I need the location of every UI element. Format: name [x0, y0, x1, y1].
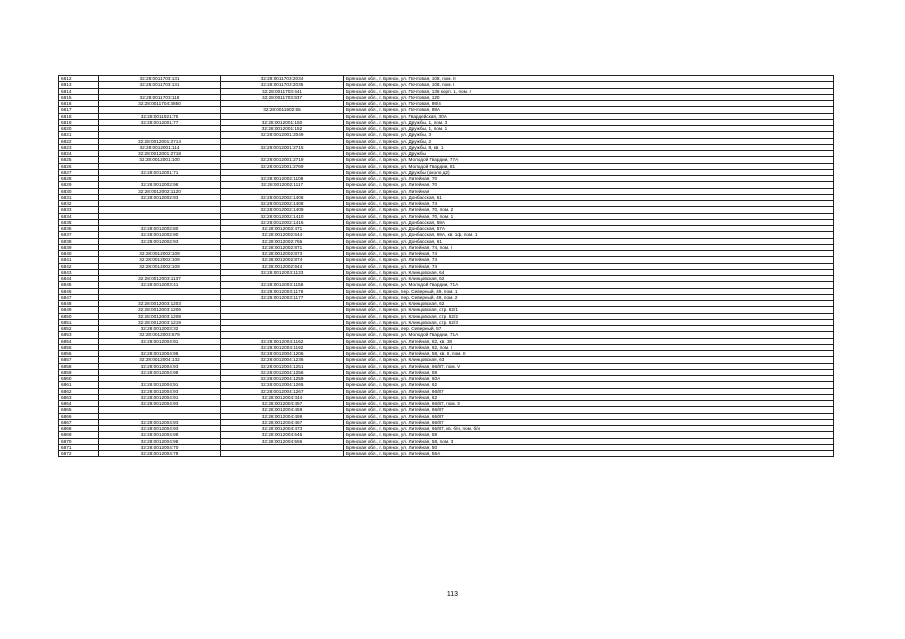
- address-cell: Брянская обл., г. Брянск, ул. Дружбы: [344, 151, 834, 157]
- land-cadastral-number-cell: 32:28:0012002:93: [99, 194, 221, 200]
- address-cell: Брянская обл., г. Брянск, ул. Литейная, 50: [344, 444, 834, 450]
- address-cell: Брянская обл., г. Брянск, ул. Литейная: [344, 188, 834, 194]
- building-cadastral-number-cell: 32:28:0012004:458: [221, 407, 344, 413]
- row-number-cell: 6847: [59, 294, 99, 300]
- row-number-cell: 6845: [59, 282, 99, 288]
- land-cadastral-number-cell: 32:28:0012004:93: [99, 388, 221, 394]
- address-cell: Брянская обл., г. Брянск, ул. Донбасская, 59А: [344, 219, 834, 225]
- building-cadastral-number-cell: 32:28:0012002:1416: [221, 219, 344, 225]
- row-number-cell: 6858: [59, 363, 99, 369]
- land-cadastral-number-cell: 32:28:0012002:98: [99, 182, 221, 188]
- address-cell: Брянская обл., г. Брянск, ул. Литейная, 66/87, пом. V: [344, 363, 834, 369]
- land-cadastral-number-cell: 32:28:0012004:98: [99, 369, 221, 375]
- building-cadastral-number-cell: 32:28:0012002:1108: [221, 176, 344, 182]
- row-number-cell: 6872: [59, 451, 99, 457]
- address-cell: Брянская обл., г. Брянск, ул. Литейная, 70, пом. 1: [344, 213, 834, 219]
- address-cell: Брянская обл., г. Брянск, ул. Клинцовская, 62: [344, 301, 834, 307]
- land-cadastral-number-cell: 32:28:0012003:1137: [99, 276, 221, 282]
- row-number-cell: 6823: [59, 144, 99, 150]
- address-cell: Брянская обл., г. Брянск, ул. Литейная, 66/87: [344, 413, 834, 419]
- land-cadastral-number-cell: 32:28:0012001:2718: [99, 151, 221, 157]
- land-cadastral-number-cell: 32:28:0012001:77: [99, 119, 221, 125]
- row-number-cell: 6839: [59, 244, 99, 250]
- building-cadastral-number-cell: 32:28:0012004:1251: [221, 363, 344, 369]
- land-cadastral-number-cell: 32:28:0011704:3850: [99, 101, 221, 107]
- row-number-cell: 6844: [59, 276, 99, 282]
- row-number-cell: 6820: [59, 126, 99, 132]
- row-number-cell: 6870: [59, 438, 99, 444]
- row-number-cell: 6865: [59, 407, 99, 413]
- land-cadastral-number-cell: 32:28:0011921:75: [99, 113, 221, 119]
- building-cadastral-number-cell: 32:28:0012003:1177: [221, 294, 344, 300]
- row-number-cell: 6837: [59, 232, 99, 238]
- address-cell: Брянская обл., г. Брянск, ул. Литейная, 58, пом. 3: [344, 438, 834, 444]
- address-cell: Брянская обл., г. Брянск, ул. Почтовая, 108, пом. I: [344, 82, 834, 88]
- land-cadastral-number-cell: 32:28:0012003:679: [99, 332, 221, 338]
- address-cell: Брянская обл., г. Брянск, ул. Литейная, 62: [344, 394, 834, 400]
- row-number-cell: 6830: [59, 188, 99, 194]
- row-number-cell: 6824: [59, 151, 99, 157]
- land-cadastral-number-cell: 32:28:0012004:91: [99, 394, 221, 400]
- address-cell: Брянская обл., г. Брянск, ул. Клинцовская, 62: [344, 276, 834, 282]
- land-cadastral-number-cell: 32:28:0012003:1206: [99, 307, 221, 313]
- land-cadastral-number-cell: 32:28:0012002:109: [99, 263, 221, 269]
- address-cell: Брянская обл., г. Брянск, ул. Литейная, 60А: [344, 376, 834, 382]
- address-cell: Брянская обл., г. Брянск, ул. Гвардейская, 30А: [344, 113, 834, 119]
- land-cadastral-number-cell: 32:28:0012004:91: [99, 338, 221, 344]
- building-cadastral-number-cell: 32:28:0012001:2769: [221, 163, 344, 169]
- building-cadastral-number-cell: 32:28:0012002:1406: [221, 194, 344, 200]
- address-cell: Брянская обл., г. Брянск, ул. Почтовая, 136 корп. 1, пом. I: [344, 88, 834, 94]
- address-cell: Брянская обл., г. Брянск, ул. Литейная, 70: [344, 182, 834, 188]
- row-number-cell: 6848: [59, 301, 99, 307]
- address-cell: Брянская обл., г. Брянск, ул. Почтовая, 108, пом. II: [344, 76, 834, 82]
- address-cell: Брянская обл., г. Брянск, ул. Молодой Гвардии, 71А: [344, 332, 834, 338]
- address-cell: Брянская обл., г. Брянск, ул. Литейная, 58: [344, 369, 834, 375]
- row-number-cell: 6871: [59, 444, 99, 450]
- building-cadastral-number-cell: 32:28:0011703:937: [221, 94, 344, 100]
- land-cadastral-number-cell: 32:28:0012002:80: [99, 226, 221, 232]
- row-number-cell: 6832: [59, 201, 99, 207]
- land-cadastral-number-cell: 32:28:0012003:32: [99, 326, 221, 332]
- building-cadastral-number-cell: 32:28:0012003:1176: [221, 288, 344, 294]
- address-cell: Брянская обл., г. Брянск, ул. Почтовая, 98А: [344, 107, 834, 113]
- building-cadastral-number-cell: 32:28:0012003:1158: [221, 282, 344, 288]
- building-cadastral-number-cell: 32:28:0011703:2034: [221, 76, 344, 82]
- row-number-cell: 6819: [59, 119, 99, 125]
- row-number-cell: 6866: [59, 413, 99, 419]
- building-cadastral-number-cell: 32:28:0012002:766: [221, 238, 344, 244]
- address-cell: Брянская обл., г. Брянск, ул. Дружбы, 1, пом. 1: [344, 126, 834, 132]
- table-row: [59, 451, 834, 457]
- building-cadastral-number-cell: 32:28:0012002:874: [221, 257, 344, 263]
- land-cadastral-number-cell: 32:28:0012004:98: [99, 432, 221, 438]
- address-cell: Брянская обл., г. Брянск, ул. Литейная, 66/87, кв. б/н, пом. б/н: [344, 426, 834, 432]
- address-cell: Брянская обл., г. Брянск, ул. Клинцовская, 64: [344, 269, 834, 275]
- row-number-cell: 6818: [59, 113, 99, 119]
- building-cadastral-number-cell: 32:28:0012004:1265: [221, 382, 344, 388]
- row-number-cell: 6868: [59, 426, 99, 432]
- building-cadastral-number-cell: 32:28:0012002:471: [221, 226, 344, 232]
- building-cadastral-number-cell: 32:28:0011703:2035: [221, 82, 344, 88]
- address-cell: Брянская обл., г. Брянск, ул. Литейная, 62: [344, 382, 834, 388]
- address-cell: Брянская обл., г. Брянск, ул. Молодой Гвардии, 77А: [344, 157, 834, 163]
- land-cadastral-number-cell: 32:28:0012004:91: [99, 382, 221, 388]
- building-cadastral-number-cell: 32:28:0012003:1133: [221, 269, 344, 275]
- row-number-cell: 6840: [59, 251, 99, 257]
- page-number: 113: [446, 591, 459, 598]
- building-cadastral-number-cell: 32:28:0012002:644: [221, 232, 344, 238]
- land-cadastral-number-cell: 32:28:0012003:1219: [99, 319, 221, 325]
- land-cadastral-number-cell: 32:28:0012004:93: [99, 419, 221, 425]
- building-cadastral-number-cell: 32:28:0012002:944: [221, 263, 344, 269]
- land-cadastral-number-cell: 32:28:0012004:132: [99, 357, 221, 363]
- row-number-cell: 6813: [59, 82, 99, 88]
- address-cell: Брянская обл., г. Брянск, ул. Литейная, 66/87, пом. 3: [344, 401, 834, 407]
- building-cadastral-number-cell: 32:28:0012004:1206: [221, 351, 344, 357]
- land-cadastral-number-cell: 32:28:0012004:93: [99, 426, 221, 432]
- row-number-cell: 6825: [59, 157, 99, 163]
- building-cadastral-number-cell: 32:28:0012004:1162: [221, 338, 344, 344]
- address-cell: Брянская обл., г. Брянск, пер. Северный, 49, пом. 1: [344, 288, 834, 294]
- row-number-cell: 6869: [59, 432, 99, 438]
- land-cadastral-number-cell: 32:28:0011703:118: [99, 94, 221, 100]
- address-cell: Брянская обл., г. Брянск, ул. Донбасская, 59А, кв. 1ф, пом. 1: [344, 232, 834, 238]
- row-number-cell: 6853: [59, 332, 99, 338]
- land-cadastral-number-cell: 32:28:0012002:109: [99, 257, 221, 263]
- address-cell: Брянская обл., г. Брянск, ул. Клинцовская, стр. 62/1: [344, 307, 834, 313]
- address-cell: Брянская обл., г. Брянск, ул. Дружбы, 1, пом. 3: [344, 119, 834, 125]
- address-cell: Брянская обл., г. Брянск, ул. Литейная, 66/87: [344, 419, 834, 425]
- row-number-cell: 6864: [59, 401, 99, 407]
- address-cell: Брянская обл., г. Брянск, ул. Литейная, 56А: [344, 451, 834, 457]
- building-cadastral-number-cell: 32:28:0012001:2719: [221, 157, 344, 163]
- address-cell: Брянская обл., г. Брянск, ул. Литейная, 74, пом. I: [344, 244, 834, 250]
- address-cell: Брянская обл., г. Брянск, ул. Дружбы, 2: [344, 138, 834, 144]
- registry-table: [58, 75, 834, 457]
- land-cadastral-number-cell: 32:28:0012004:93: [99, 401, 221, 407]
- land-cadastral-number-cell: 32:28:0011703:131: [99, 82, 221, 88]
- row-number-cell: 6814: [59, 88, 99, 94]
- address-cell: Брянская обл., г. Брянск, ул. Донбасская, 61: [344, 194, 834, 200]
- row-number-cell: 6852: [59, 326, 99, 332]
- building-cadastral-number-cell: 32:28:0012004:556: [221, 438, 344, 444]
- address-cell: Брянская обл., г. Брянск, ул. Литейная, 70: [344, 176, 834, 182]
- land-cadastral-number-cell: 32:28:0012003:1203: [99, 301, 221, 307]
- land-cadastral-number-cell: 32:28:0012003:1208: [99, 313, 221, 319]
- row-number-cell: 6817: [59, 107, 99, 113]
- row-number-cell: 6854: [59, 338, 99, 344]
- address-cell: Брянская обл., г. Брянск, пер. Северный, 49, пом. 2: [344, 294, 834, 300]
- land-cadastral-number-cell: 32:28:0012004:79: [99, 451, 221, 457]
- row-number-cell: 6822: [59, 138, 99, 144]
- row-number-cell: 6861: [59, 382, 99, 388]
- address-cell: Брянская обл., г. Брянск, ул. Литейная, 66/87: [344, 388, 834, 394]
- land-cadastral-number-cell: 32:28:0012002:109: [99, 251, 221, 257]
- building-cadastral-number-cell: 32:28:0012004:467: [221, 419, 344, 425]
- building-cadastral-number-cell: 32:28:0012002:1410: [221, 213, 344, 219]
- row-number-cell: 6841: [59, 257, 99, 263]
- address-cell: Брянская обл., г. Брянск, ул. Клинцовская, 63: [344, 357, 834, 363]
- building-cadastral-number-cell: 32:28:0012001:2049: [221, 132, 344, 138]
- building-cadastral-number-cell: 32:28:0012001:2715: [221, 144, 344, 150]
- row-number-cell: 6862: [59, 388, 99, 394]
- row-number-cell: 6821: [59, 132, 99, 138]
- address-cell: Брянская обл., г. Брянск, ул. Литейная, 62, пом. I: [344, 344, 834, 350]
- land-cadastral-number-cell: 32:28:0012004:70: [99, 444, 221, 450]
- building-cadastral-number-cell: 32:28:0011902:55: [221, 107, 344, 113]
- building-cadastral-number-cell: 32:28:0012004:1267: [221, 388, 344, 394]
- row-number-cell: 6857: [59, 357, 99, 363]
- address-cell: Брянская обл., г. Брянск, пер. Северный, 57: [344, 326, 834, 332]
- row-number-cell: 6835: [59, 219, 99, 225]
- row-number-cell: 6842: [59, 263, 99, 269]
- building-cadastral-number-cell: 32:28:0012002:871: [221, 244, 344, 250]
- land-cadastral-number-cell: 32:28:0012002:93: [99, 238, 221, 244]
- land-cadastral-number-cell: 32:28:0012004:98: [99, 438, 221, 444]
- row-number-cell: 6836: [59, 226, 99, 232]
- row-number-cell: 6859: [59, 369, 99, 375]
- row-number-cell: 6849: [59, 307, 99, 313]
- building-cadastral-number-cell: 32:28:0012004:457: [221, 401, 344, 407]
- building-cadastral-number-cell: 32:28:0011703:441: [221, 88, 344, 94]
- address-cell: Брянская обл., г. Брянск, ул. Донбасская, 61: [344, 238, 834, 244]
- row-number-cell: 6846: [59, 288, 99, 294]
- building-cadastral-number-cell: [221, 451, 344, 457]
- land-cadastral-number-cell: 32:28:0012001:71: [99, 169, 221, 175]
- building-cadastral-number-cell: 32:28:0012002:1409: [221, 207, 344, 213]
- building-cadastral-number-cell: 32:28:0012004:1258: [221, 369, 344, 375]
- row-number-cell: 6867: [59, 419, 99, 425]
- building-cadastral-number-cell: 32:28:0012004:546: [221, 432, 344, 438]
- building-cadastral-number-cell: 32:28:0012002:1408: [221, 201, 344, 207]
- land-cadastral-number-cell: 32:28:0012004:93: [99, 363, 221, 369]
- address-cell: Брянская обл., г. Брянск, ул. Литейная, 62, кв. 38: [344, 338, 834, 344]
- row-number-cell: 6834: [59, 213, 99, 219]
- address-cell: Брянская обл., г. Брянск, ул. Литейная, 74: [344, 251, 834, 257]
- row-number-cell: 6831: [59, 194, 99, 200]
- building-cadastral-number-cell: 32:28:0012001:152: [221, 126, 344, 132]
- building-cadastral-number-cell: 32:28:0012004:459: [221, 413, 344, 419]
- building-cadastral-number-cell: 32:28:0012004:473: [221, 426, 344, 432]
- row-number-cell: 6815: [59, 94, 99, 100]
- row-number-cell: 6860: [59, 376, 99, 382]
- row-number-cell: 6850: [59, 313, 99, 319]
- address-cell: Брянская обл., г. Брянск, ул. Клинцовская, стр. 62/2: [344, 313, 834, 319]
- row-number-cell: 6863: [59, 394, 99, 400]
- address-cell: Брянская обл., г. Брянск, ул. Дружбы (около д2): [344, 169, 834, 175]
- building-cadastral-number-cell: 32:28:0012001:150: [221, 119, 344, 125]
- address-cell: Брянская обл., г. Брянск, ул. Литейная, 66/87: [344, 407, 834, 413]
- row-number-cell: 6851: [59, 319, 99, 325]
- building-cadastral-number-cell: 32:28:0012004:344: [221, 394, 344, 400]
- address-cell: Брянская обл., г. Брянск, ул. Литейная, 70, пом. 2: [344, 207, 834, 213]
- address-cell: Брянская обл., г. Брянск, ул. Клинцовская, стр. 62/3: [344, 319, 834, 325]
- building-cadastral-number-cell: 32:28:0012002:873: [221, 251, 344, 257]
- address-cell: Брянская обл., г. Брянск, ул. Почтовая, 120: [344, 94, 834, 100]
- building-cadastral-number-cell: 32:28:0012004:1192: [221, 344, 344, 350]
- address-cell: Брянская обл., г. Брянск, ул. Донбасская, 57А: [344, 226, 834, 232]
- address-cell: Брянская обл., г. Брянск, ул. Литейная, 74: [344, 257, 834, 263]
- row-number-cell: 6812: [59, 76, 99, 82]
- address-cell: Брянская обл., г. Брянск, ул. Молодой Гвардии, 81: [344, 163, 834, 169]
- land-cadastral-number-cell: 32:28:0012001:2714: [99, 138, 221, 144]
- land-cadastral-number-cell: 32:28:0012003:41: [99, 282, 221, 288]
- row-number-cell: 6826: [59, 163, 99, 169]
- land-cadastral-number-cell: 32:28:0011703:131: [99, 76, 221, 82]
- address-cell: Брянская обл., г. Брянск, ул. Почтовая, 98/4: [344, 101, 834, 107]
- address-cell: Брянская обл., г. Брянск, ул. Дружбы, 8, кв. 1: [344, 144, 834, 150]
- land-cadastral-number-cell: 32:28:0012001:100: [99, 157, 221, 163]
- land-cadastral-number-cell: 32:28:0012002:1120: [99, 188, 221, 194]
- row-number-cell: 6843: [59, 269, 99, 275]
- building-cadastral-number-cell: 32:28:0012004:1236: [221, 357, 344, 363]
- address-cell: Брянская обл., г. Брянск, ул. Литейная, 58, кв. II, пом. II: [344, 351, 834, 357]
- registry-body: [59, 76, 834, 457]
- row-number-cell: 6828: [59, 176, 99, 182]
- row-number-cell: 6816: [59, 101, 99, 107]
- address-cell: Брянская обл., г. Брянск, ул. Литейная, 58: [344, 432, 834, 438]
- row-number-cell: 6829: [59, 182, 99, 188]
- address-cell: Брянская обл., г. Брянск, ул. Молодой Гвардии, 71А: [344, 282, 834, 288]
- row-number-cell: 6833: [59, 207, 99, 213]
- building-cadastral-number-cell: 32:28:0012004:1259: [221, 376, 344, 382]
- land-cadastral-number-cell: 32:28:0012001:114: [99, 144, 221, 150]
- land-cadastral-number-cell: 32:28:0012002:90: [99, 232, 221, 238]
- row-number-cell: 6827: [59, 169, 99, 175]
- row-number-cell: 6838: [59, 238, 99, 244]
- address-cell: Брянская обл., г. Брянск, ул. Дружбы, 3: [344, 132, 834, 138]
- land-cadastral-number-cell: 32:28:0012004:98: [99, 351, 221, 357]
- address-cell: Брянская обл., г. Брянск, ул. Литейная, 74: [344, 201, 834, 207]
- row-number-cell: 6856: [59, 351, 99, 357]
- building-cadastral-number-cell: 32:28:0012002:1117: [221, 182, 344, 188]
- address-cell: Брянская обл., г. Брянск, ул. Литейная, 74: [344, 263, 834, 269]
- row-number-cell: 6855: [59, 344, 99, 350]
